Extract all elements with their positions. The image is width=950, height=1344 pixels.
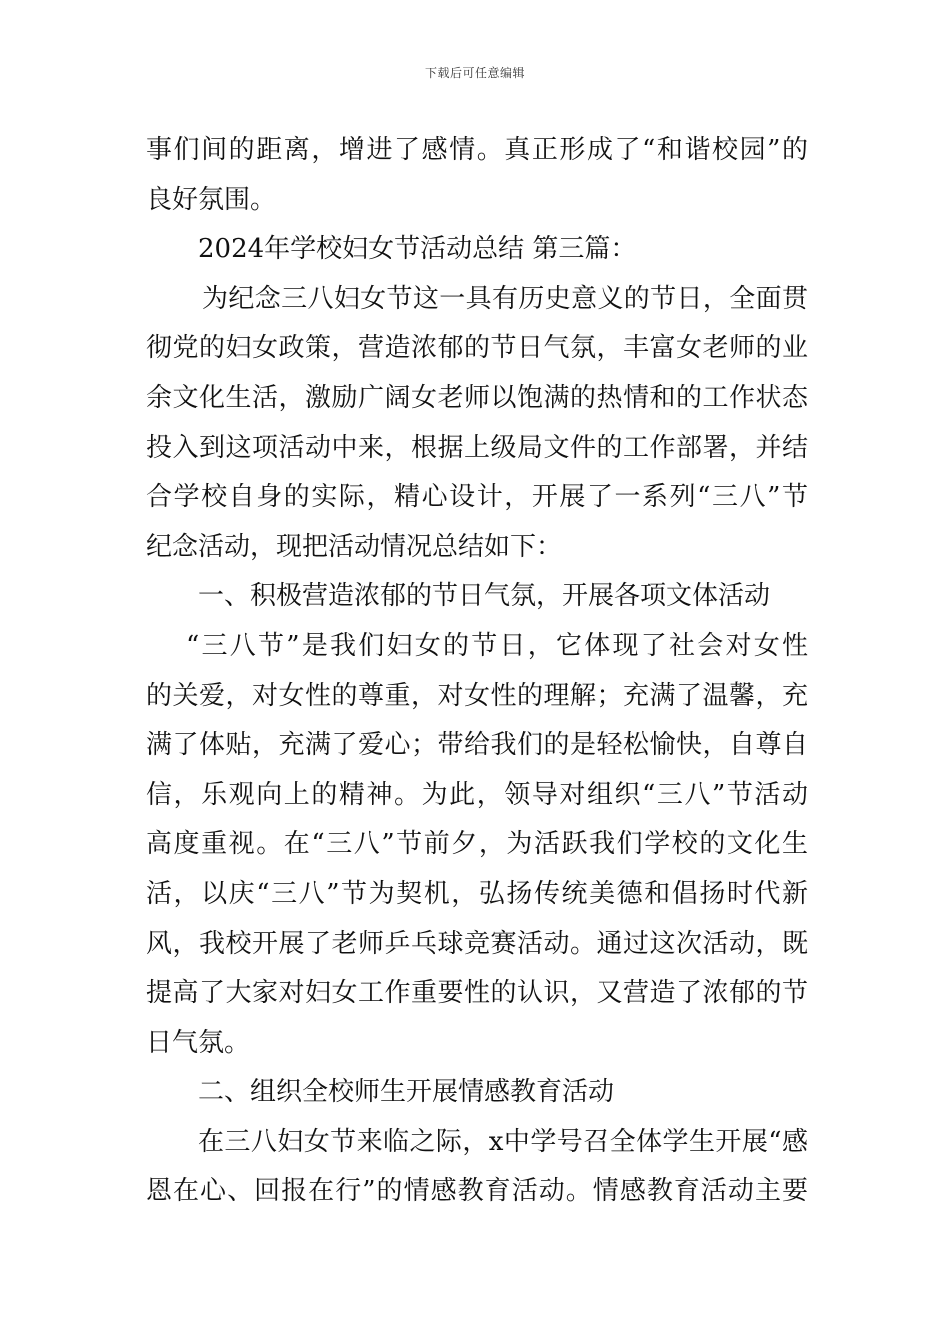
text-line: 彻党的妇女政策，营造浓郁的节日气氛，丰富女老师的业	[146, 333, 808, 364]
text-line: 风，我校开展了老师乒乓球竞赛活动。通过这次活动，既	[146, 928, 808, 959]
document-body	[146, 126, 808, 1217]
text-line: 投入到这项活动中来，根据上级局文件的工作部署，并结	[146, 432, 808, 463]
text-line: 良好氛围。	[146, 184, 277, 215]
text-line: 恩在心、回报在行”的情感教育活动。情感教育活动主要	[146, 1176, 808, 1207]
text-line: 满了体贴，充满了爱心；带给我们的是轻松愉快，自尊自	[146, 730, 808, 761]
text-line: 高度重视。在“三八”节前夕，为活跃我们学校的文化生	[146, 829, 808, 860]
text-line: 信，乐观向上的精神。为此，领导对组织“三八”节活动	[146, 779, 808, 810]
text-line: 提高了大家对妇女工作重要性的认识，又营造了浓郁的节	[146, 978, 808, 1009]
text-line: “三八节”是我们妇女的节日，它体现了社会对女性	[186, 630, 808, 661]
subsection-heading: 一、积极营造浓郁的节日气氛，开展各项文体活动	[198, 581, 771, 612]
text-line: 为纪念三八妇女节这一具有历史意义的节日，全面贯	[202, 283, 808, 314]
text-line: 日气氛。	[146, 1027, 251, 1058]
text-line: 在三八妇女节来临之际，x中学号召全体学生开展“感	[198, 1126, 808, 1157]
subsection-heading: 二、组织全校师生开展情感教育活动	[198, 1077, 615, 1108]
text-line: 余文化生活，激励广阔女老师以饱满的热情和的工作状态	[146, 382, 808, 413]
text-line: 合学校自身的实际，精心设计，开展了一系列“三八”节	[146, 482, 808, 513]
text-line: 纪念活动，现把活动情况总结如下：	[146, 531, 563, 562]
text-line: 的关爱，对女性的尊重，对女性的理解；充满了温馨，充	[146, 680, 808, 711]
section-heading: 2024年学校妇女节活动总结 第三篇：	[198, 234, 637, 265]
page-header-note: 下载后可任意编辑	[424, 66, 525, 80]
text-line: 事们间的距离，增进了感情。真正形成了“和谐校园”的	[146, 135, 808, 165]
text-line: 活，以庆“三八”节为契机，弘扬传统美德和倡扬时代新	[146, 878, 808, 909]
